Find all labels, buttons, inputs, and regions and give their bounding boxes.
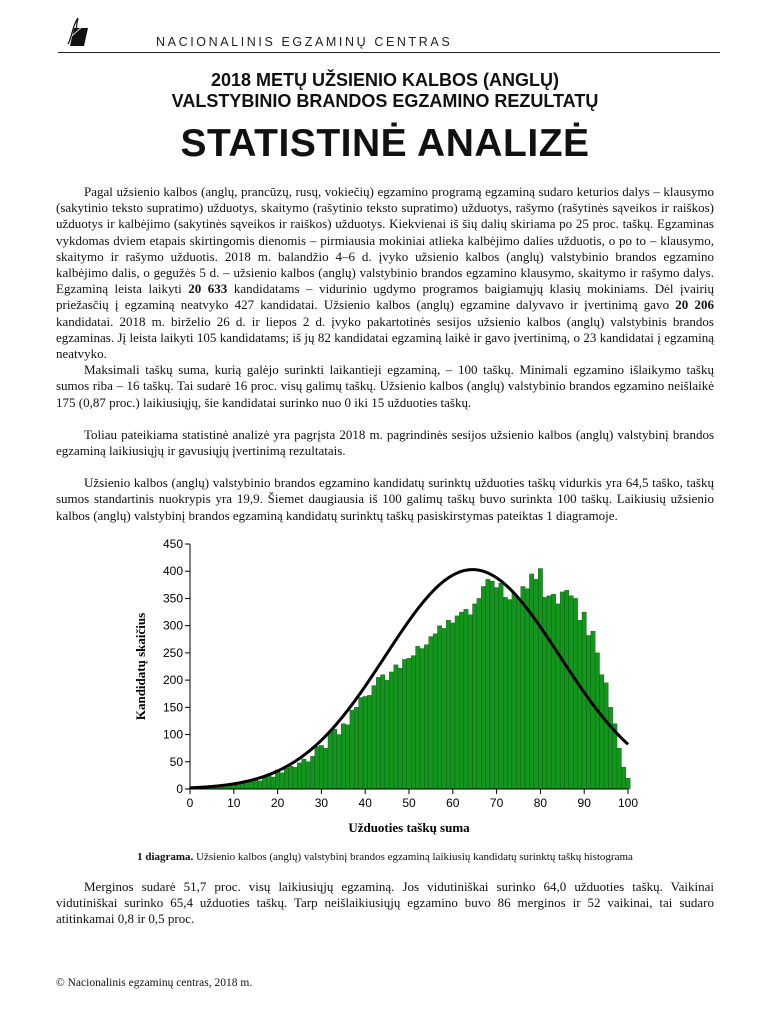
- histogram-bar: [446, 620, 450, 789]
- histogram-bar: [529, 574, 533, 789]
- y-tick-label: 200: [162, 673, 183, 688]
- x-tick-label: 40: [358, 796, 372, 810]
- histogram-bar: [569, 596, 573, 789]
- paragraph-1-bold-count-allowed: 20 633: [188, 281, 228, 297]
- histogram-bar: [416, 646, 420, 789]
- histogram-bar: [437, 626, 441, 789]
- histogram-bar: [573, 598, 577, 789]
- histogram-chart: [120, 536, 650, 841]
- footer-copyright: © Nacionalinis egzaminų centras, 2018 m.: [56, 977, 253, 989]
- document-title: [0, 70, 770, 167]
- title-line-1: 2018 METŲ UŽSIENIO KALBOS (ANGLŲ): [210, 70, 560, 90]
- x-tick-label: 60: [446, 796, 460, 810]
- nec-logo-icon: [60, 16, 106, 52]
- paragraph-1-part-e: kandidatai. 2018 m. birželio 26 d. ir liepos 2 d. įvyko pakartotinės sesijos užsienio kalbos (anglų) valstybinis brandos egzaminas. Jį leista laikyti 105 kandidatams; iš jų 82 kandidatai egzaminą laikė ir gavo įvertinimą, o 23 kandidatai į egzaminą neatvyko.: [56, 313, 714, 362]
- y-axis-label: Kandidatų skaičius: [133, 612, 148, 721]
- paragraph-5: Merginos sudarė 51,7 proc. visų laikiusiųjų egzaminą. Jos vidutiniškai surinko 64,0 užduoties taškų. Vaikinai vidutiniškai surinko 65,4 užduoties taškų. Tarp neišlaikiusiųjų egzamino buvo 86 merginos ir 52 vaikinai, tai sudaro atitinkamai 0,8 ir 0,5 proc.: [56, 879, 714, 927]
- histogram-bar: [280, 773, 284, 789]
- histogram-bar: [376, 677, 380, 789]
- histogram-bar: [337, 735, 341, 789]
- histogram-bar: [464, 609, 468, 789]
- histogram-bar: [525, 589, 529, 789]
- y-tick-label: 0: [176, 782, 183, 796]
- histogram-bar: [451, 623, 455, 789]
- histogram-bar: [621, 767, 625, 789]
- histogram-bar: [508, 600, 512, 789]
- y-tick-label: 350: [162, 591, 183, 606]
- y-tick-label: 400: [162, 564, 183, 579]
- histogram-bar: [604, 683, 608, 789]
- title-line-2: VALSTYBINIO BRANDOS EGZAMINO REZULTATŲ: [171, 91, 599, 111]
- histogram-bar: [402, 659, 406, 789]
- histogram-bar: [324, 748, 328, 789]
- histogram-bar: [600, 675, 604, 789]
- body-text-after-figure: [56, 879, 714, 928]
- x-tick-label: 90: [577, 796, 591, 810]
- paragraph-2: Maksimali taškų suma, kurią galėjo surinkti laikantieji egzaminą, – 100 taškų. Minimali egzamino išlaikymo taškų sumos riba – 16 taškų. Tai sudarė 16 proc. visų galimų taškų. Užsienio kalbos (anglų) valstybinio brandos egzamino neišlaikė 175 (0,87 proc.) laikiusiųjų, šie kandidatai surinko nuo 0 iki 15 užduoties taškų.: [56, 362, 714, 410]
- y-tick-label: 450: [162, 537, 183, 551]
- figure-caption: [0, 851, 770, 863]
- histogram-bar: [271, 777, 275, 789]
- histogram-bar: [626, 778, 630, 789]
- histogram-bar: [455, 616, 459, 789]
- histogram-bar: [367, 695, 371, 789]
- y-tick-label: 250: [162, 645, 183, 660]
- histogram-bar: [534, 579, 538, 789]
- histogram-bar: [319, 745, 323, 789]
- y-tick-label: 100: [162, 727, 183, 742]
- histogram-bar: [297, 763, 301, 789]
- histogram-bar: [433, 634, 437, 789]
- histogram-bar: [385, 680, 389, 789]
- histogram-bar: [359, 698, 363, 789]
- histogram-bar: [556, 604, 560, 789]
- histogram-bar: [240, 784, 244, 789]
- histogram-bar: [345, 725, 349, 789]
- histogram-bar: [442, 628, 446, 789]
- organization-name: NACIONALINIS EGZAMINŲ CENTRAS: [156, 35, 453, 49]
- y-tick-label: 150: [162, 700, 183, 715]
- x-tick-label: 10: [227, 796, 241, 810]
- histogram-bar: [521, 586, 525, 789]
- histogram-bar: [617, 748, 621, 789]
- histogram-bar: [503, 597, 507, 789]
- histogram-bar: [424, 645, 428, 789]
- histogram-bar: [262, 777, 266, 789]
- x-tick-label: 0: [186, 796, 194, 810]
- histogram-bar: [363, 696, 367, 789]
- histogram-bar: [302, 759, 306, 789]
- histogram-bar: [381, 675, 385, 789]
- y-tick-label: 300: [162, 618, 183, 633]
- paragraph-1-bold-count-graded: 20 206: [675, 297, 714, 313]
- histogram-bar: [411, 656, 415, 789]
- histogram-bar: [477, 598, 481, 789]
- histogram-bar: [560, 592, 564, 789]
- histogram-bar: [420, 649, 424, 789]
- caption-label: 1 diagrama.: [137, 851, 194, 863]
- histogram-bar: [258, 781, 262, 789]
- histogram-bar: [494, 588, 498, 789]
- histogram-bar: [512, 593, 516, 789]
- histogram-bar: [341, 724, 345, 789]
- histogram-bar: [582, 612, 586, 789]
- x-tick-label: 100: [617, 796, 639, 810]
- histogram-bar: [473, 604, 477, 789]
- histogram-bar: [310, 756, 314, 789]
- paragraph-1: [56, 184, 714, 362]
- histogram-bar: [486, 579, 490, 789]
- histogram-bar: [481, 586, 485, 789]
- histogram-bar: [315, 747, 319, 789]
- histogram-svg: [120, 536, 650, 841]
- x-axis-label: Užduoties taškų suma: [348, 820, 470, 835]
- histogram-bar: [306, 762, 310, 789]
- y-tick-label: 50: [169, 754, 183, 769]
- histogram-bar: [293, 767, 297, 789]
- x-tick-label: 70: [489, 796, 504, 810]
- paragraph-1-part-a: Pagal užsienio kalbos (anglų, prancūzų, rusų, vokiečių) egzamino programą egzaminą sudaro keturios dalys – klausymo (sakytinio teksto supratimo) užduotys, skaitymo (rašytinio teksto supratimo) užduotys, rašymo (rašytinės sąveikos ir raiškos) užduotys ir kalbėjimo (sakytinės sąveikos ir raiškos) užduotys. Kiekvienai iš šių dalių skiriama po 25 proc. taškų. Egzaminas vykdomas dviem etapais skirtingomis dienomis – pirmiausia mokiniai atlieka kalbėjimo dalies užduotis, o po to – klausymo, skaitymo ir rašymo užduotis. 2018 m. balandžio 4–6 d. įvyko užsienio kalbos (anglų) valstybinio brandos egzamino kalbėjimo dalis, o gegužės 5 d. – užsienio kalbos (anglų) valstybinio brandos egzamino klausymo, skaitymo ir rašymo dalys. Egzaminą leista laikyti: [56, 184, 714, 297]
- histogram-bar: [547, 596, 551, 789]
- histogram-bar: [332, 729, 336, 789]
- histogram-bar: [289, 766, 293, 789]
- histogram-bar: [543, 597, 547, 789]
- histogram-bar: [516, 598, 520, 789]
- histogram-bar: [398, 668, 402, 789]
- histogram-bar: [564, 590, 568, 789]
- histogram-bar: [591, 631, 595, 789]
- histogram-bar: [490, 581, 494, 789]
- x-tick-label: 30: [314, 796, 329, 810]
- histogram-bar: [551, 594, 555, 789]
- histogram-bar: [429, 637, 433, 789]
- histogram-bar: [389, 672, 393, 789]
- body-text: [56, 184, 714, 524]
- x-tick-label: 20: [270, 796, 285, 810]
- histogram-bar: [468, 615, 472, 789]
- caption-text: Užsienio kalbos (anglų) valstybinį brandos egzaminą laikiusių kandidatų surinktų taškų histograma: [193, 851, 633, 863]
- page-header: [58, 16, 720, 52]
- histogram-bar: [372, 686, 376, 789]
- title-main: STATISTINĖ ANALIZĖ: [180, 122, 590, 165]
- paragraph-3: Toliau pateikiama statistinė analizė yra pagrįsta 2018 m. pagrindinės sesijos užsienio kalbos (anglų) valstybinį brandos egzaminą laikiusiųjų ir gavusiųjų įvertinimą rezultatais.: [56, 426, 714, 459]
- histogram-bar: [328, 732, 332, 789]
- histogram-bar: [354, 707, 358, 789]
- paragraph-4: Užsienio kalbos (anglų) valstybinio brandos egzamino kandidatų surinktų užduoties taškų vidurkis yra 64,5 taško, taškų sumos standartinis nuokrypis yra 19,9. Šiemet daugiausia iš 100 galimų taškų buvo surinkta 100 taškų. Laikiusių užsienio kalbos (anglų) valstybinį brandos egzaminą kandidatų surinktų taškų pasiskirstymas pateiktas 1 diagramoje.: [56, 475, 714, 523]
- histogram-bar: [595, 653, 599, 789]
- x-tick-label: 50: [402, 796, 416, 810]
- histogram-bar: [578, 620, 582, 789]
- histogram-bar: [407, 658, 411, 789]
- x-tick-label: 80: [533, 796, 548, 810]
- histogram-bar: [499, 583, 503, 789]
- histogram-bar: [608, 707, 612, 789]
- histogram-bar: [586, 635, 590, 789]
- histogram-bar: [350, 710, 354, 789]
- paragraph-1-part-c: kandidatams – vidurinio ugdymo programos baigiamųjų klasių mokiniams. Dėl įvairių priežasčių į egzaminą neatvyko 427 kandidatai. Užsienio kalbos (anglų) egzamine dalyvavo ir įvertinimą gavo: [56, 281, 714, 313]
- histogram-bar: [284, 768, 288, 789]
- header-divider: [58, 52, 720, 53]
- histogram-bar: [459, 612, 463, 789]
- histogram-bar: [394, 665, 398, 789]
- histogram-bar: [538, 569, 542, 790]
